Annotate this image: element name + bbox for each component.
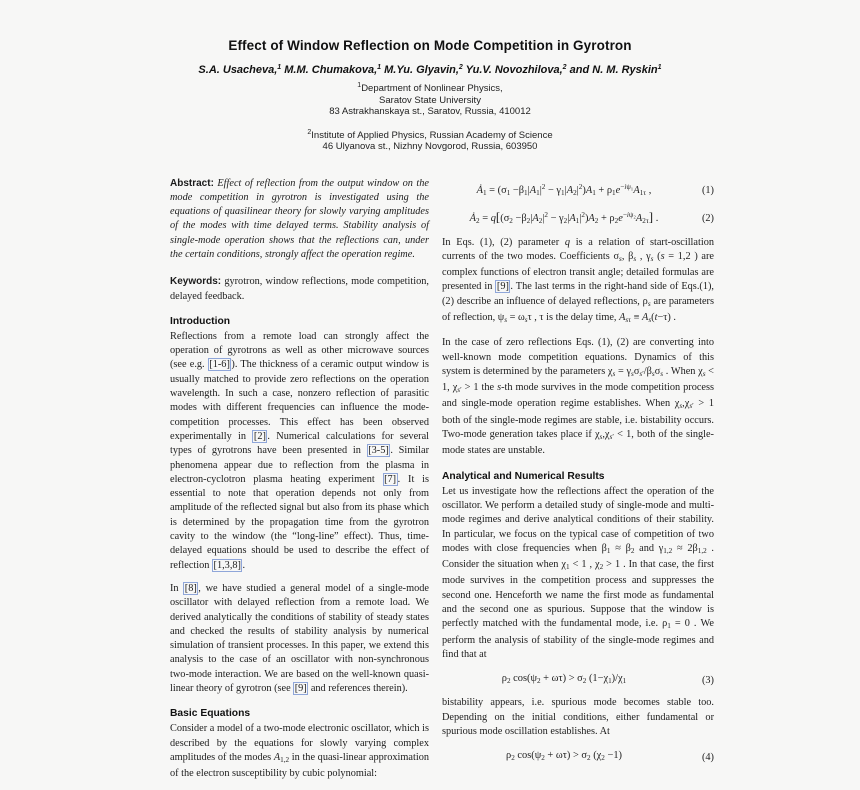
- zero-reflections-paragraph: In the case of zero reflections Eqs. (1), (2) are converting into well-known mode competition equations. Dynamics of this system is determined by the parameters $\chi_s = \gamma_s\sigma_{s'}/\beta_s\sigma_s$ . When $\chi_s < 1$, $\chi_{s'} > 1$ the s-th mode survives in the mode competition process and single-mode operation regime establishes. When $\chi_s,\chi_{s'} > 1$ both of the single-mode regimes are stable, i.e. bistability occurs. Two-mode generation takes place if $\chi_s,\chi_{s'} < 1$, both of the single-mode states are unstable.: [442, 336, 714, 458]
- affiliation-line: 83 Astrakhanskaya st., Saratov, Russia, 410012: [0, 106, 860, 118]
- paper-header: [0, 0, 860, 153]
- section-heading-analytical-results: Analytical and Numerical Results: [442, 471, 714, 482]
- equation-1: $Ȧ_1 = (\sigma_1 -\beta_1|A_1|^2 - \gamma_1|A_2|^2)A_1 + \rho_1e^{-i\psi_1}A_{1\tau}$ ,: [442, 180, 686, 201]
- column-right: [442, 177, 714, 774]
- equation-4: $\rho_2$ $\cos(\psi_2 + \omega\tau) > \sigma_2$ $(\chi_2 -1)$: [442, 748, 686, 766]
- column-left: [170, 177, 429, 790]
- keywords-paragraph: Keywords: gyrotron, window reflections, mode competition, delayed feedback.: [170, 275, 429, 304]
- citation-link[interactable]: [1-6]: [208, 358, 232, 371]
- citation-link[interactable]: [2]: [252, 430, 267, 443]
- authors-line: S.A. Usacheva,$^1$ M.M. Chumakova,$^1$ M.Yu. Glyavin,$^2$ Yu.V. Novozhilova,$^2$ and N. M. Ryskin$^1$: [0, 64, 860, 76]
- abstract-paragraph: Abstract: Effect of reflection from the output window on the mode competition in gyrotron is investigated using the equations of quasilinear theory for slowly varying amplitudes of the modes with time delayed terms. Stability analysis of single-mode operation shows that the reflections can, under the certain conditions, strongly affect the operation regime.: [170, 177, 429, 263]
- basic-equations-paragraph: Consider a model of a two-mode electronic oscillator, which is described by the equations for slowly varying complex amplitudes of the modes $A_{1,2}$ in the quasi-linear approximation of the electron susceptibility by cubic polynomial:: [170, 722, 429, 781]
- citation-link[interactable]: [7]: [383, 473, 398, 486]
- affiliation-2: [0, 127, 860, 153]
- affiliation-line: $^1$Department of Nonlinear Physics,: [0, 80, 860, 95]
- equation-1-row: [442, 180, 714, 201]
- affiliation-line: $^2$Institute of Applied Physics, Russian Academy of Science: [0, 127, 860, 142]
- bistability-paragraph: bistability appears, i.e. spurious mode becomes stable too. Depending on the initial conditions, either fundamental or spurious mode oscillation establishes. At: [442, 696, 714, 739]
- equation-3: $\rho_2$ $\cos(\psi_2 + \omega\tau) > \sigma_2$ $(1-\chi_1)/\chi_1$: [442, 671, 686, 689]
- citation-link[interactable]: [9]: [293, 682, 308, 695]
- parameters-paragraph: In Eqs. (1), (2) parameter q is a relation of start-oscillation currents of the two modes. Coefficients $\sigma_s$, $\beta_s$ , $\gamma_s$ (s = 1,2 ) are complex functions of electron transit angle; detailed formulas are presented in [9] . The last terms in the right-hand side of Eqs.(1), (2) describe an influence of delayed reflections, $\rho_s$ are parameters of reflection, $\psi_s = \omega_s\tau$ , τ is the delay time, $A_{s\tau} \equiv A_s(t-\tau)$ .: [442, 236, 714, 328]
- citation-link[interactable]: [8]: [183, 582, 198, 595]
- affiliation-1: [0, 80, 860, 118]
- equation-4-number: (4): [686, 752, 714, 763]
- equation-3-number: (3): [686, 675, 714, 686]
- analytical-paragraph-1: Let us investigate how the reflections affect the operation of the oscillator. We perform a detailed study of single-mode and multi-mode regimes and derive analytical conditions of their stability. In particular, we focus on the typical case of competition of two modes with close frequencies when $\beta_1 \approx \beta_2$ and $\gamma_{1,2} \approx 2\beta_{1,2}$ . Consider the situation when $\chi_1 < 1$ , $\chi_2 > 1$ . In that case, the first mode survives in the competition process and suppresses the second one. Henceforth we name the first mode as fundamental and the second one as spurious. Suppose that the window is perfectly matched with the fundamental mode, i.e. $\rho_1 = 0$ . We perform the analysis of stability of the single-mode regimes and find that at: [442, 485, 714, 663]
- equation-4-row: [442, 748, 714, 766]
- citation-link[interactable]: [1,3,8]: [212, 559, 242, 572]
- section-heading-introduction: Introduction: [170, 316, 429, 327]
- two-column-body: [170, 177, 714, 790]
- affiliation-line: Saratov State University: [0, 95, 860, 107]
- paper-title: Effect of Window Reflection on Mode Competition in Gyrotron: [0, 38, 860, 53]
- affiliation-line: 46 Ulyanova st., Nizhny Novgorod, Russia, 603950: [0, 141, 860, 153]
- equation-3-row: [442, 671, 714, 689]
- intro-paragraph-2: In [8] , we have studied a general model of a single-mode oscillator with delayed reflection from a remote load. We derived analytically the conditions of stability of steady states and checked the results of stability analysis by numerical simulation of transient processes. In this paper, we extend this analysis to the case of an oscillator with non-synchronous two-mode interaction. We are based on the well-known quasi-linear theory of gyrotron (see [9] and references therein).: [170, 582, 429, 696]
- section-heading-basic-equations: Basic Equations: [170, 708, 429, 719]
- equation-2: $Ȧ_2 = q[(\sigma_2 -\beta_2|A_2|^2 - \gamma_2|A_1|^2)A_2 + \rho_2e^{-i\psi_2}A_{2\tau}]$ .: [442, 208, 686, 229]
- equation-2-number: (2): [686, 213, 714, 224]
- equation-2-row: [442, 208, 714, 229]
- intro-paragraph-1: Reflections from a remote load can strongly affect the operation of gyrotrons as well as other microwave sources (see e.g. [1-6] ). The thickness of a ceramic output window is usually matched to provide zero reflections on the operation wavelength. In such a case, nonzero reflection of parasitic modes with different frequencies can influence the mode-competition processes. This effect has been observed experimentally in [2] . Numerical calculations for several types of gyrotrons have been presented in [3-5] . Similar phenomena appear due to reflection from the plasma in electron-cyclotron plasma heating experiment [7] . It is essential to note that operation depends not only from amplitude of the reflected signal but also from its phase which is determined by the propagation time from the gyrotron cavity to the window (the “long-line” effect). Thus, time-delayed equations should be used to describe the effect of reflection [1,3,8] .: [170, 330, 429, 573]
- citation-link[interactable]: [9]: [495, 280, 510, 293]
- citation-link[interactable]: [3-5]: [367, 444, 391, 457]
- equation-1-number: (1): [686, 185, 714, 196]
